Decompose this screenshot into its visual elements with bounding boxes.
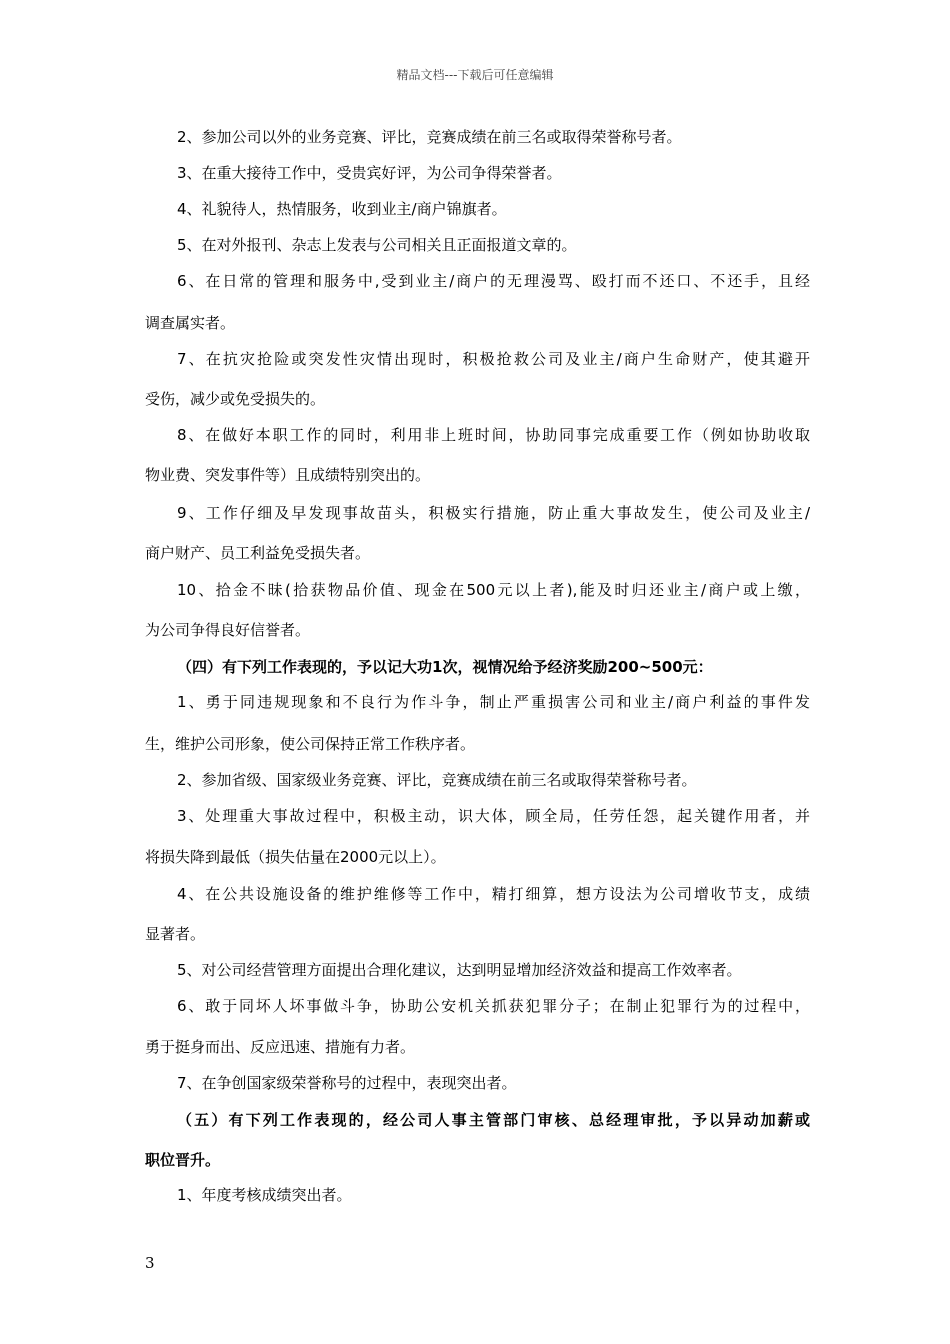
- paragraph-line: 3、在重大接待工作中，受贵宾好评，为公司争得荣誉者。: [177, 164, 562, 182]
- paragraph-line: 6、敢于同坏人坏事做斗争，协助公安机关抓获犯罪分子；在制止犯罪行为的过程中，: [177, 997, 810, 1015]
- paragraph-line: 4、礼貌待人，热情服务，收到业主/商户锦旗者。: [177, 200, 507, 218]
- paragraph-line: 6、在日常的管理和服务中,受到业主/商户的无理漫骂、殴打而不还口、不还手，且经: [177, 272, 810, 290]
- paragraph-line: 显著者。: [145, 925, 206, 943]
- section-heading-line: （五）有下列工作表现的，经公司人事主管部门审核、总经理审批，予以异动加薪或: [177, 1111, 810, 1129]
- page-number: 3: [145, 1254, 155, 1272]
- section-heading-line: （四）有下列工作表现的，予以记大功1次，视情况给予经济奖励200~500元：: [177, 658, 713, 676]
- paragraph-line: 调查属实者。: [145, 314, 236, 332]
- paragraph-line: 生，维护公司形象，使公司保持正常工作秩序者。: [145, 735, 476, 753]
- paragraph-line: 5、在对外报刊、杂志上发表与公司相关且正面报道文章的。: [177, 236, 577, 254]
- paragraph-line: 为公司争得良好信誉者。: [145, 621, 311, 639]
- paragraph-line: 10、拾金不昧(拾获物品价值、现金在500元以上者),能及时归还业主/商户或上缴，: [177, 581, 810, 599]
- paragraph-line: 5、对公司经营管理方面提出合理化建议，达到明显增加经济效益和提高工作效率者。: [177, 961, 742, 979]
- paragraph-line: 勇于挺身而出、反应迅速、措施有力者。: [145, 1038, 416, 1056]
- paragraph-line: 7、在争创国家级荣誉称号的过程中，表现突出者。: [177, 1074, 517, 1092]
- paragraph-line: 2、参加省级、国家级业务竞赛、评比，竞赛成绩在前三名或取得荣誉称号者。: [177, 771, 697, 789]
- paragraph-line: 1、年度考核成绩突出者。: [177, 1186, 352, 1204]
- paragraph-line: 将损失降到最低（损失估量在2000元以上）。: [145, 848, 446, 866]
- paragraph-line: 9、工作仔细及早发现事故苗头，积极实行措施，防止重大事故发生，使公司及业主/: [177, 504, 810, 522]
- paragraph-line: 7、在抗灾抢险或突发性灾情出现时，积极抢救公司及业主/商户生命财产，使其避开: [177, 350, 810, 368]
- paragraph-line: 物业费、突发事件等）且成绩特别突出的。: [145, 466, 431, 484]
- paragraph-line: 商户财产、员工利益免受损失者。: [145, 544, 371, 562]
- paragraph-line: 1、勇于同违规现象和不良行为作斗争，制止严重损害公司和业主/商户利益的事件发: [177, 693, 810, 711]
- paragraph-line: 8、在做好本职工作的同时，利用非上班时间，协助同事完成重要工作（例如协助收取: [177, 426, 810, 444]
- paragraph-line: 2、参加公司以外的业务竞赛、评比，竞赛成绩在前三名或取得荣誉称号者。: [177, 128, 682, 146]
- section-heading-line: 职位晋升。: [145, 1151, 221, 1169]
- paragraph-line: 4、在公共设施设备的维护维修等工作中，精打细算，想方设法为公司增收节支，成绩: [177, 885, 810, 903]
- paragraph-line: 3、处理重大事故过程中，积极主动，识大体，顾全局，任劳任怨，起关键作用者，并: [177, 807, 810, 825]
- paragraph-line: 受伤，减少或免受损失的。: [145, 390, 326, 408]
- page-header: 精品文档---下载后可任意编辑: [396, 68, 554, 82]
